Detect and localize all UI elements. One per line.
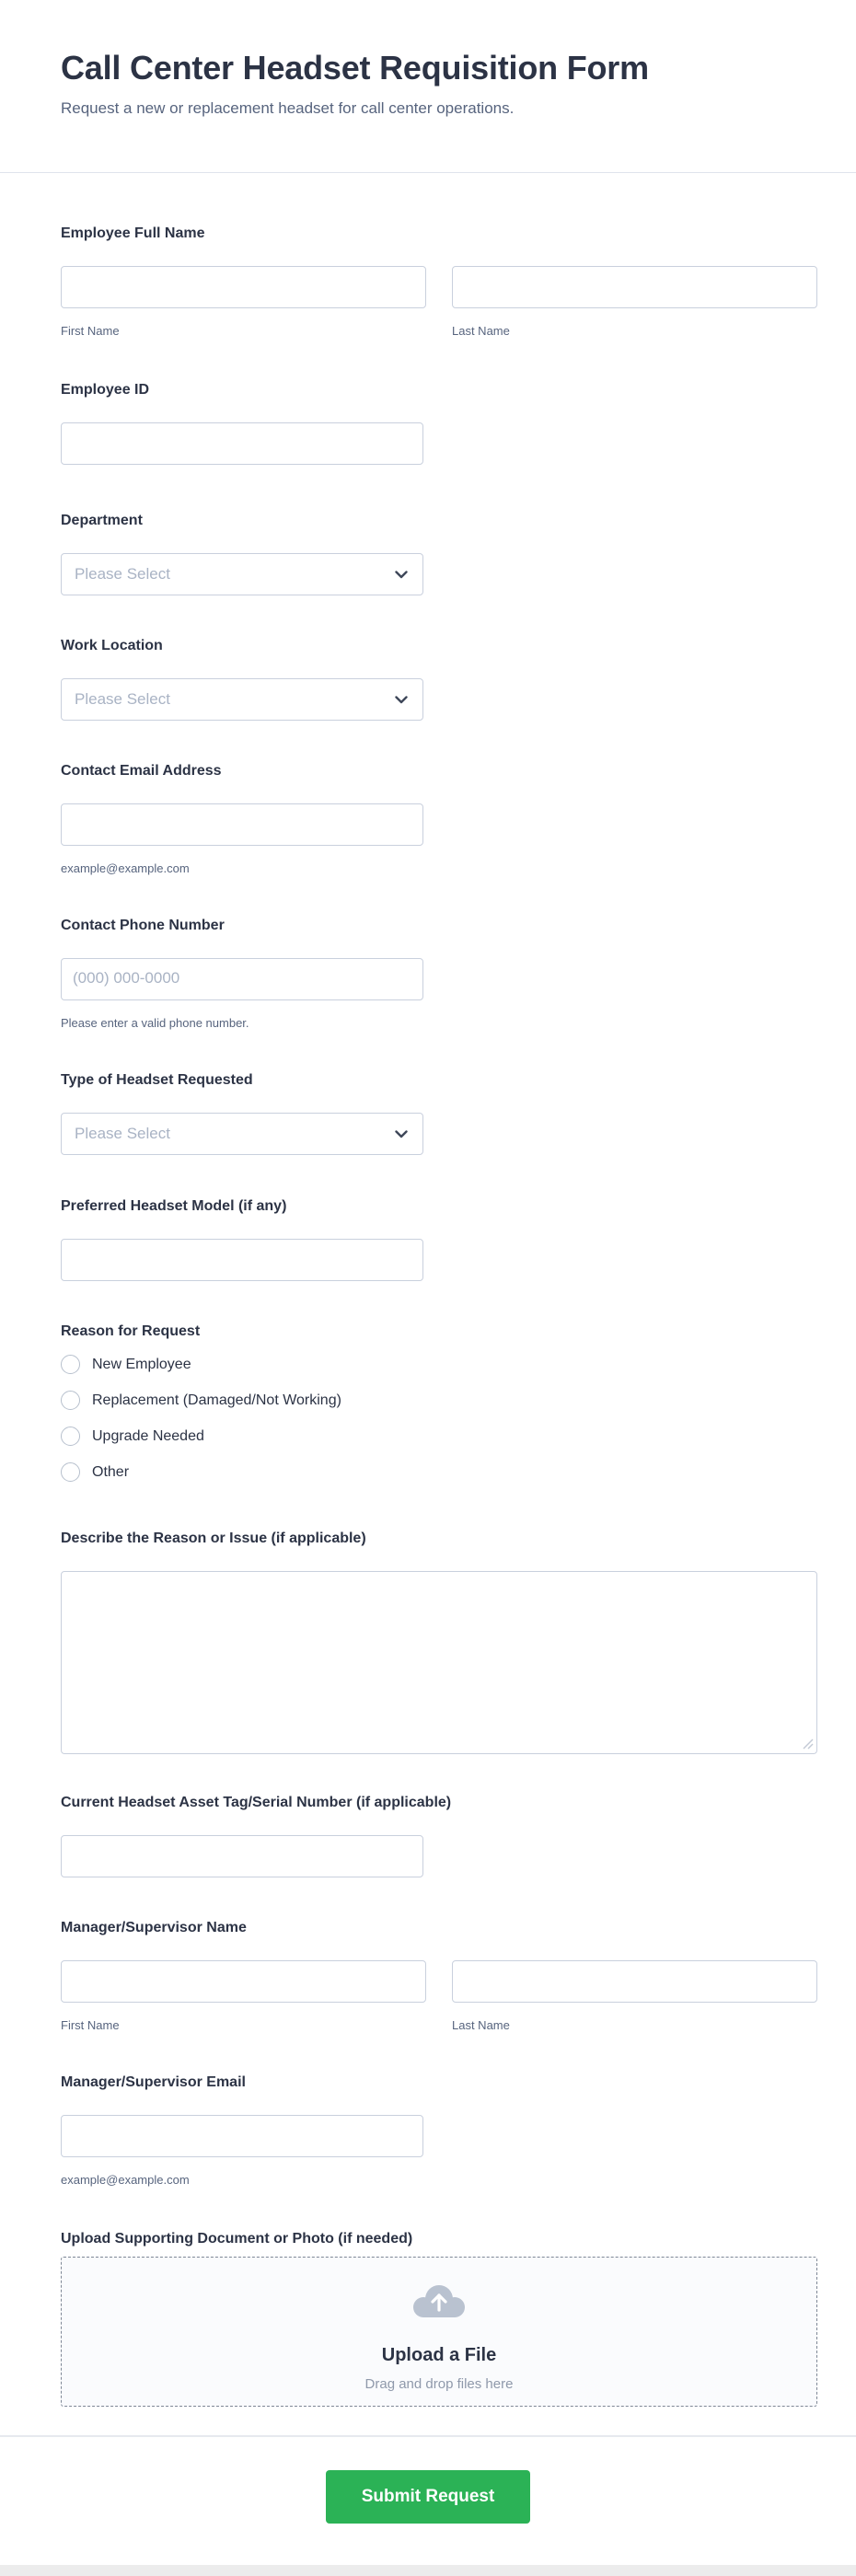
field-label: Current Headset Asset Tag/Serial Number (if applicable) (61, 1795, 452, 1810)
form-title: Call Center Headset Requisition Form (61, 49, 649, 87)
email-example-sublabel: example@example.com (61, 2173, 190, 2187)
first-name-sublabel: First Name (61, 2018, 120, 2032)
upload-cloud-icon (410, 2283, 468, 2322)
radio-option-new-employee[interactable]: New Employee (61, 1351, 817, 1378)
select-placeholder: Please Select (75, 565, 170, 583)
work-location-select[interactable] (61, 678, 423, 721)
field-department (61, 510, 817, 595)
resize-handle-icon[interactable] (802, 1738, 815, 1750)
radio-option-replacement[interactable]: Replacement (Damaged/Not Working) (61, 1387, 817, 1414)
radio-icon[interactable] (61, 1391, 80, 1410)
file-upload-dropzone[interactable] (61, 2257, 817, 2407)
manager-first-name-input[interactable] (61, 1960, 426, 2003)
contact-phone-input[interactable] (61, 958, 423, 1000)
preferred-model-input[interactable] (61, 1239, 423, 1281)
email-example-sublabel: example@example.com (61, 861, 190, 875)
field-headset-type (61, 1069, 817, 1155)
radio-option-other[interactable]: Other (61, 1459, 817, 1485)
manager-email-input[interactable] (61, 2115, 423, 2157)
divider (0, 2435, 856, 2437)
submit-button[interactable]: Submit Request (326, 2470, 530, 2524)
field-preferred-model (61, 1196, 817, 1281)
department-select[interactable] (61, 553, 423, 595)
employee-first-name-input[interactable] (61, 266, 426, 308)
field-reason (61, 1321, 817, 1485)
asset-tag-input[interactable] (61, 1835, 423, 1877)
select-placeholder: Please Select (75, 1125, 170, 1142)
select-placeholder: Please Select (75, 690, 170, 708)
field-label: Manager/Supervisor Email (61, 2074, 246, 2090)
employee-last-name-input[interactable] (452, 266, 817, 308)
radio-icon[interactable] (61, 1427, 80, 1446)
field-label: Employee Full Name (61, 225, 205, 241)
upload-title: Upload a File (381, 2345, 497, 2365)
field-upload (61, 2228, 817, 2407)
chevron-down-icon (395, 1130, 408, 1138)
field-label: Manager/Supervisor Name (61, 1920, 247, 1935)
last-name-sublabel: Last Name (452, 2018, 510, 2032)
headset-type-select[interactable] (61, 1113, 423, 1155)
field-describe (61, 1528, 817, 1754)
field-label: Preferred Headset Model (if any) (61, 1198, 287, 1214)
field-work-location (61, 635, 817, 721)
phone-helper-sublabel: Please enter a valid phone number. (61, 1016, 249, 1030)
radio-icon[interactable] (61, 1462, 80, 1482)
form-subtitle: Request a new or replacement headset for call center operations. (61, 99, 515, 117)
field-label: Work Location (61, 638, 163, 653)
radio-icon[interactable] (61, 1355, 80, 1374)
last-name-sublabel: Last Name (452, 324, 510, 338)
contact-email-input[interactable] (61, 803, 423, 846)
field-manager-email (61, 2072, 817, 2189)
field-asset-tag (61, 1792, 817, 1877)
upload-hint: Drag and drop files here (364, 2376, 514, 2392)
manager-last-name-input[interactable] (452, 1960, 817, 2003)
form-body (0, 173, 856, 2524)
field-label: Type of Headset Requested (61, 1072, 253, 1088)
field-contact-phone (61, 915, 817, 1032)
chevron-down-icon (395, 696, 408, 704)
field-label: Contact Email Address (61, 763, 222, 779)
field-label: Upload Supporting Document or Photo (if needed) (61, 2231, 413, 2247)
field-label: Department (61, 513, 143, 528)
first-name-sublabel: First Name (61, 324, 120, 338)
field-label: Contact Phone Number (61, 918, 225, 933)
field-employee-id (61, 379, 817, 465)
field-label: Employee ID (61, 382, 150, 398)
radio-option-upgrade[interactable]: Upgrade Needed (61, 1423, 817, 1450)
field-label: Reason for Request (61, 1323, 201, 1339)
field-employee-name (61, 223, 817, 340)
field-label: Describe the Reason or Issue (if applicable) (61, 1531, 366, 1546)
reason-radio-group (61, 1351, 817, 1485)
page-bottom-strip (0, 2565, 856, 2576)
submit-row (0, 2470, 856, 2524)
chevron-down-icon (395, 571, 408, 579)
form-header (0, 0, 856, 173)
field-contact-email (61, 760, 817, 877)
employee-id-input[interactable] (61, 422, 423, 465)
field-manager-name (61, 1917, 817, 2034)
describe-textarea[interactable] (61, 1571, 817, 1754)
